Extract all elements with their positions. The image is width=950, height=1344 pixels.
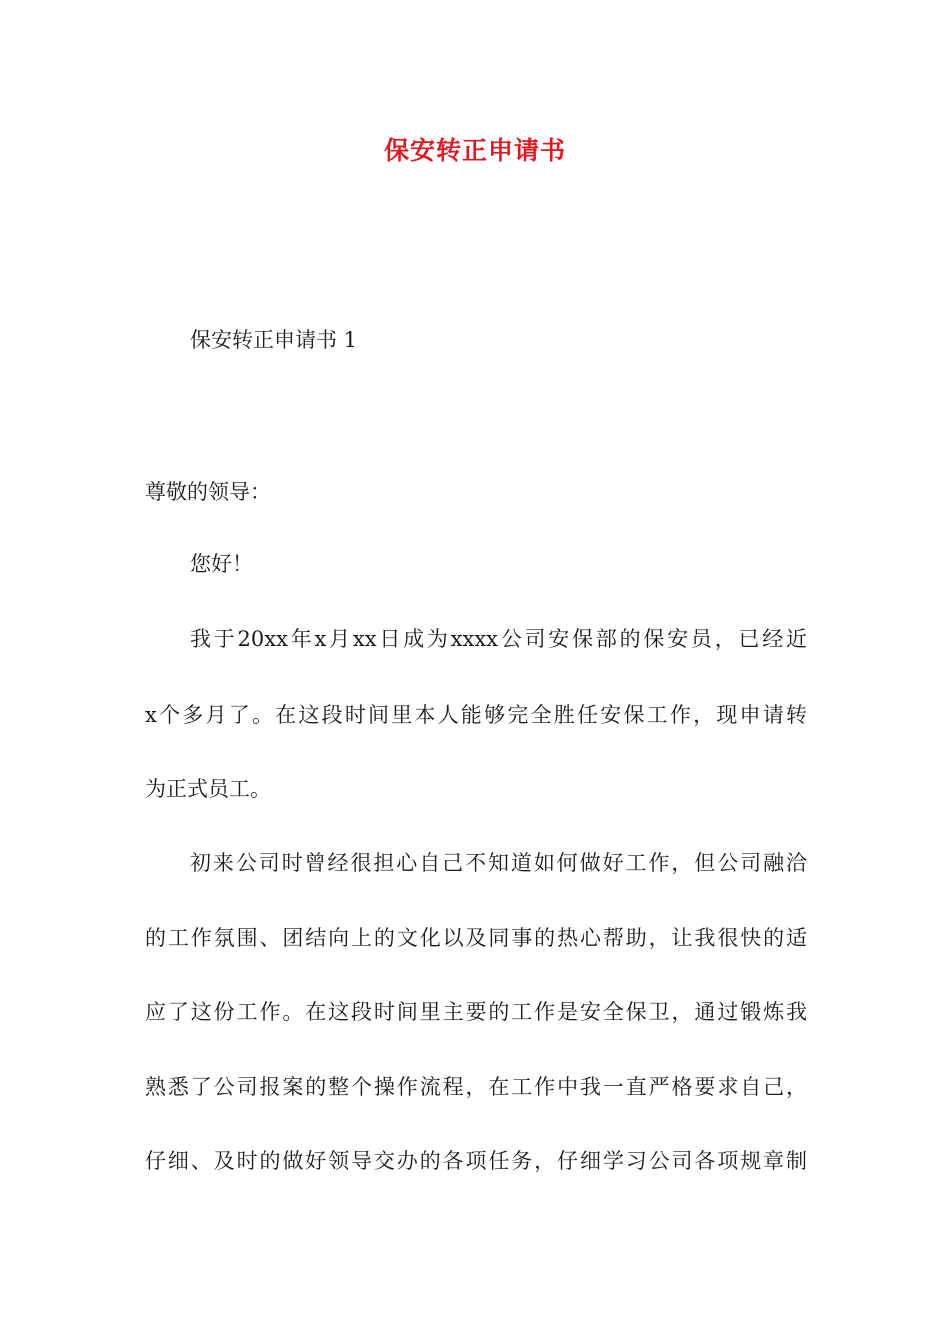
paragraph-line: 仔细、及时的做好领导交办的各项任务，仔细学习公司各项规章制: [145, 1149, 807, 1173]
paragraph-line: 初来公司时曾经很担心自己不知道如何做好工作，但公司融洽: [190, 851, 807, 875]
paragraph-line: 应了这份工作。在这段时间里主要的工作是安全保卫，通过锻炼我: [145, 1000, 807, 1024]
section-heading: 保安转正申请书 1: [190, 328, 358, 352]
document-title: 保安转正申请书: [383, 136, 566, 165]
salutation: 尊敬的领导：: [145, 480, 271, 504]
greeting: 您好！: [190, 552, 253, 576]
paragraph-line: 我于20xx年x月xx日成为xxxx公司安保部的保安员，已经近: [190, 627, 807, 651]
paragraph-line: 熟悉了公司报案的整个操作流程，在工作中我一直严格要求自己，: [145, 1075, 807, 1099]
paragraph-line: x个多月了。在这段时间里本人能够完全胜任安保工作，现申请转: [145, 703, 807, 727]
paragraph-line: 为正式员工。: [145, 777, 271, 801]
paragraph-line: 的工作氛围、团结向上的文化以及同事的热心帮助，让我很快的适: [145, 926, 807, 950]
